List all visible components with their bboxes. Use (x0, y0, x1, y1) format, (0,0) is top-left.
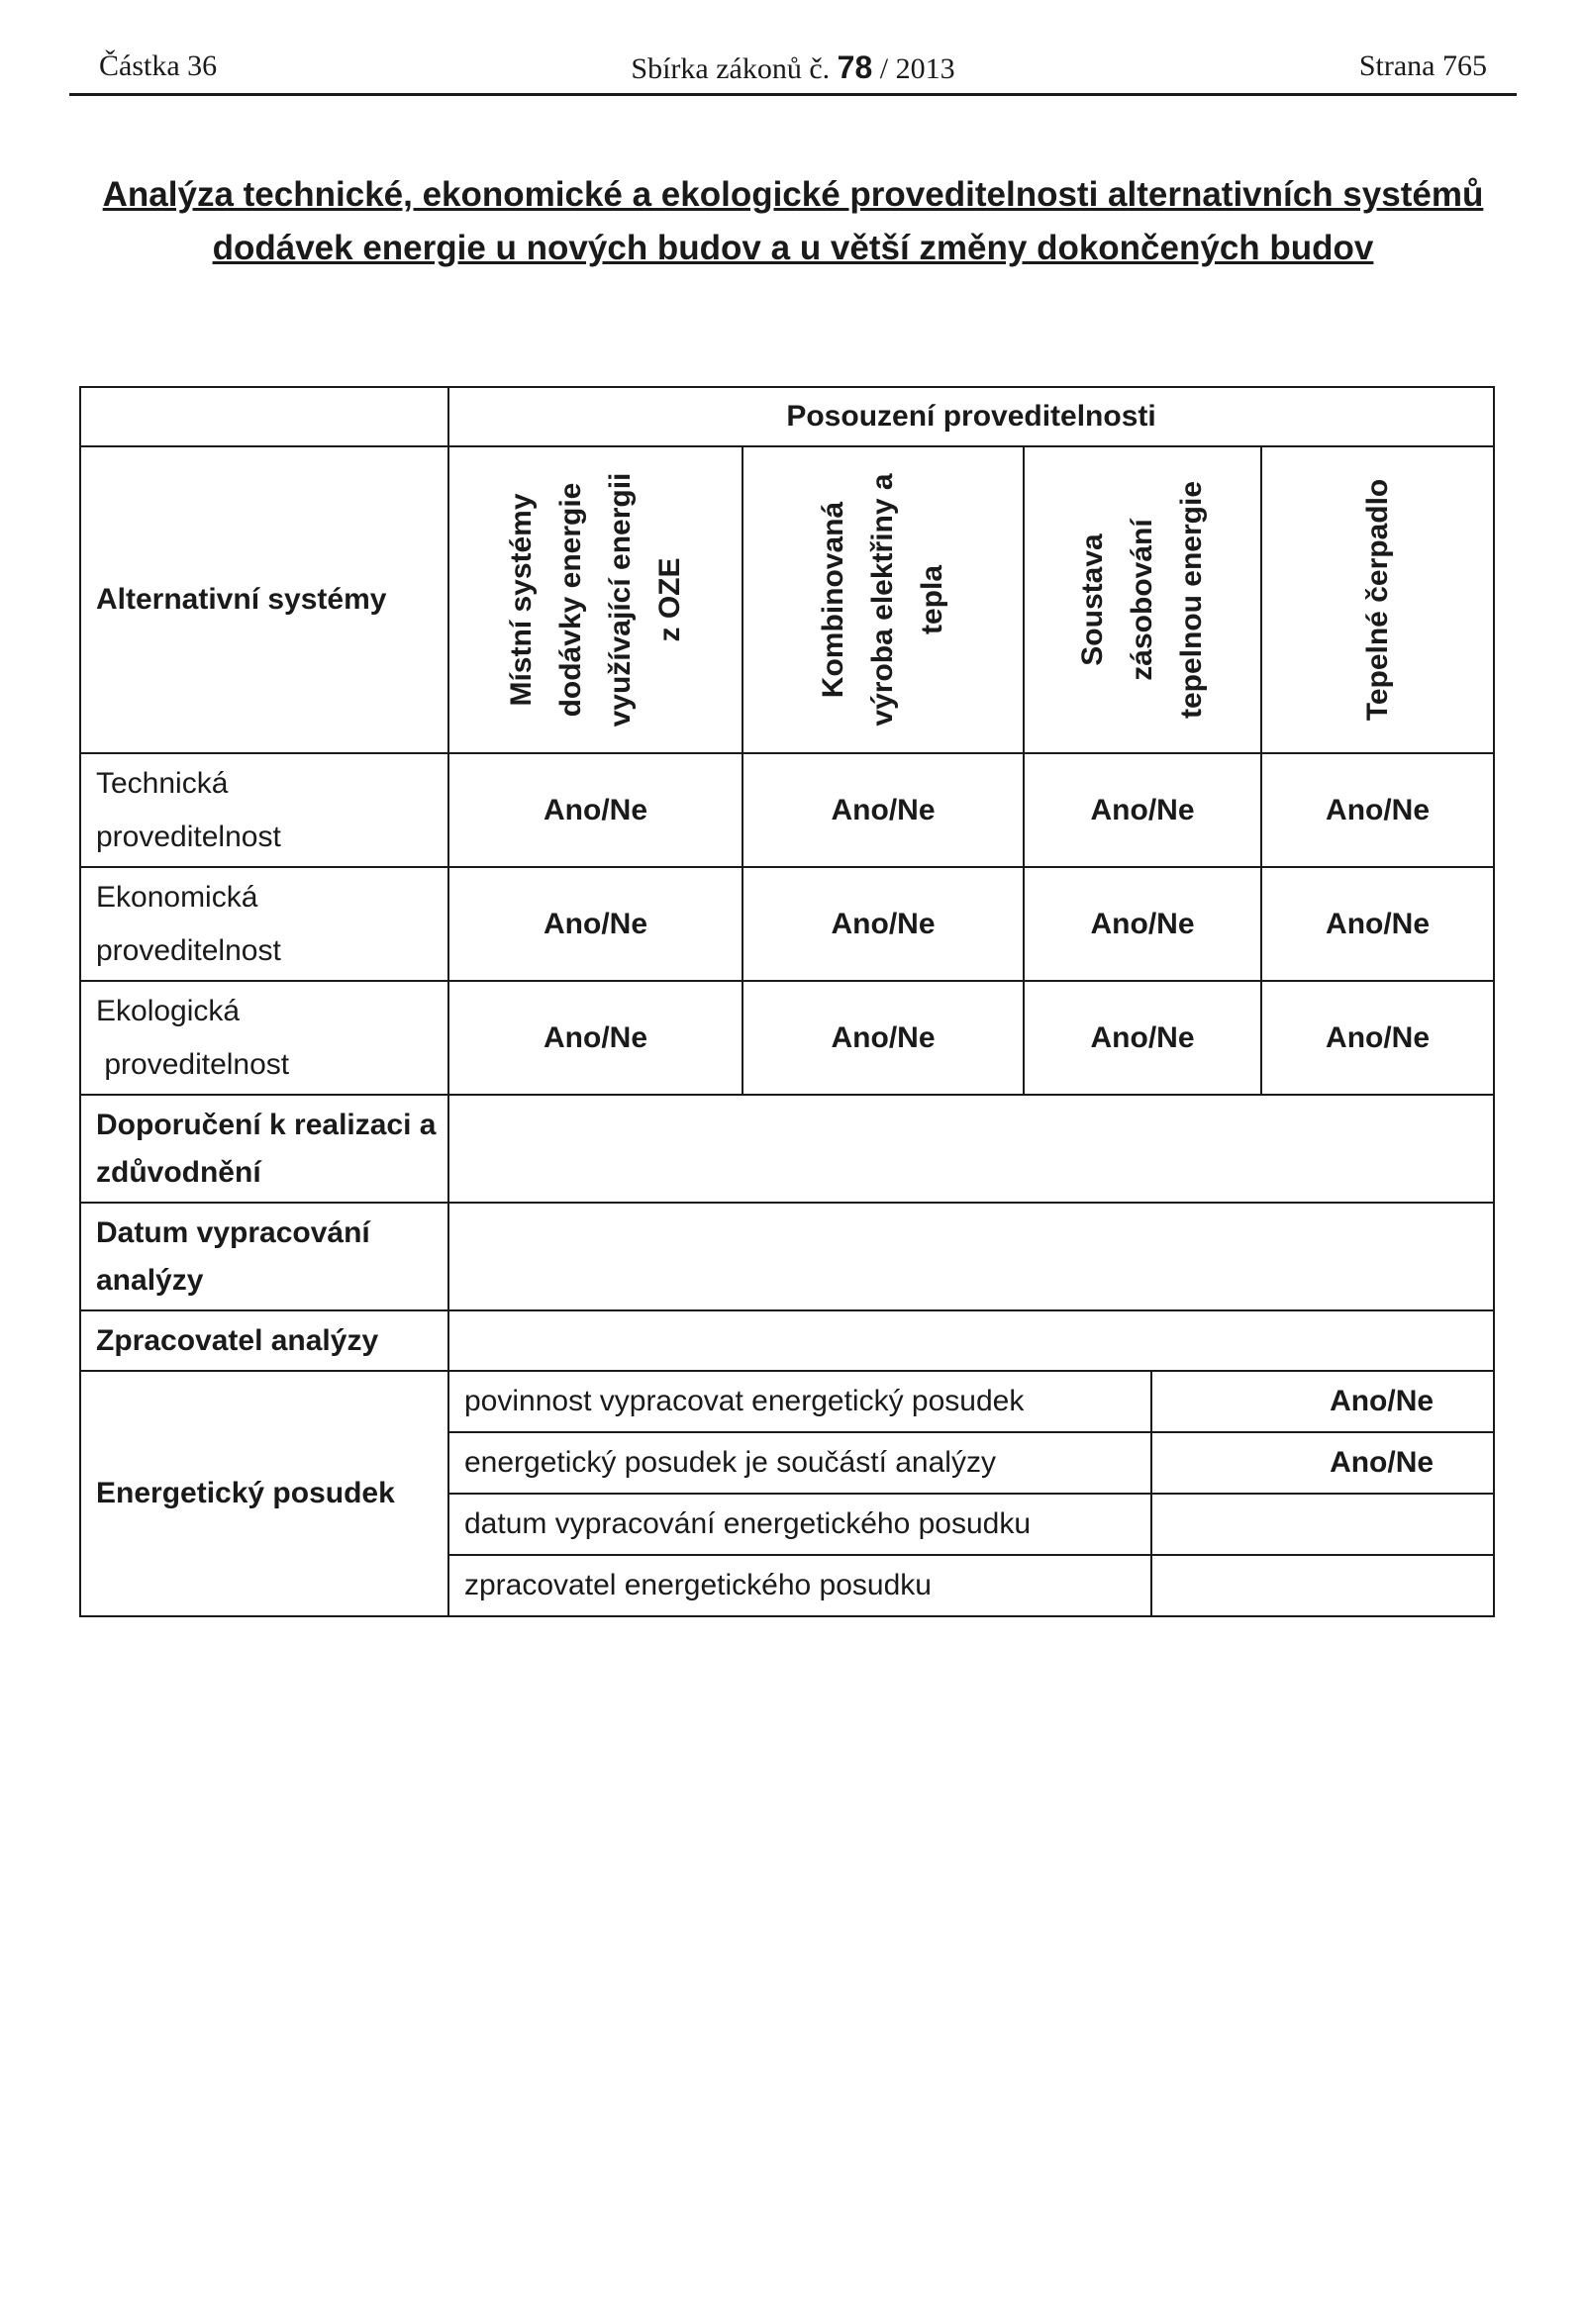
analysis-date-row (80, 1203, 1494, 1310)
analysis-date-field (448, 1203, 1494, 1310)
energy-row (80, 1371, 1494, 1432)
energy-row-label: datum vypracování energetického posudku (448, 1494, 1151, 1555)
analysis-author-label: Zpracovatel analýzy (80, 1310, 448, 1371)
table-cell: Ano/Ne (1261, 867, 1494, 981)
empty-corner-cell (80, 387, 448, 446)
page-header (69, 48, 1517, 96)
table-cell: Ano/Ne (1024, 867, 1261, 981)
table-cell: Ano/Ne (448, 867, 742, 981)
table-cell: Ano/Ne (1261, 753, 1494, 867)
analysis-date-label (80, 1203, 448, 1310)
column-header-label: Soustava zásobování tepelnou energie (1076, 480, 1208, 720)
analysis-date-label-line: Datum vypracování (96, 1215, 370, 1249)
page-number: Strana 765 (1358, 49, 1487, 82)
row-label-line: proveditelnost (96, 933, 281, 967)
issue-number: Částka 36 (99, 49, 218, 82)
row-label-line: proveditelnost (96, 1047, 290, 1081)
energy-row-value (1151, 1555, 1494, 1616)
analysis-author-row (80, 1310, 1494, 1371)
row-label-line: Ekologická (96, 994, 241, 1027)
column-header-label: Tepelné čerpadlo (1360, 478, 1394, 722)
collection-year: / 2013 (879, 52, 955, 85)
energy-row-label: energetický posudek je součástí analýzy (448, 1432, 1151, 1494)
row-label (80, 753, 448, 867)
column-header-chp (742, 446, 1024, 753)
law-number: 78 (837, 49, 873, 85)
table-row (80, 753, 1494, 867)
recommendation-label-line: zdůvodnění (96, 1155, 261, 1189)
title-line-2: dodávek energie u nových budov a u větší změny dokončených budov (212, 229, 1374, 267)
table-cell: Ano/Ne (448, 981, 742, 1095)
table-cell: Ano/Ne (1024, 753, 1261, 867)
document-title (79, 168, 1507, 275)
table-cell: Ano/Ne (742, 867, 1024, 981)
recommendation-field (448, 1095, 1494, 1203)
energy-assessment-label: Energetický posudek (80, 1371, 448, 1616)
column-header-district-heating (1024, 446, 1261, 753)
title-line-1: Analýza technické, ekonomické a ekologické proveditelnosti alternativních systémů (102, 175, 1484, 214)
energy-row-label: zpracovatel energetického posudku (448, 1555, 1151, 1616)
row-label-line: proveditelnost (96, 820, 281, 853)
analysis-date-label-line: analýzy (96, 1263, 204, 1297)
table-cell: Ano/Ne (448, 753, 742, 867)
row-label (80, 867, 448, 981)
table-cell: Ano/Ne (1024, 981, 1261, 1095)
column-header-label: Kombinovaná výroba elektřiny a tepla (817, 473, 948, 726)
collection-prefix: Sbírka zákonů č. (631, 52, 831, 85)
row-label-line: Ekonomická (96, 880, 258, 914)
table-cell: Ano/Ne (742, 753, 1024, 867)
table-row (80, 867, 1494, 981)
table-row (80, 981, 1494, 1095)
row-header: Alternativní systémy (80, 446, 448, 753)
column-header-heat-pump (1261, 446, 1494, 753)
recommendation-label-line: Doporučení k realizaci a (96, 1108, 437, 1141)
row-label (80, 981, 448, 1095)
collection-title (69, 49, 1517, 86)
table-cell: Ano/Ne (1261, 981, 1494, 1095)
feasibility-table (79, 386, 1495, 1617)
recommendation-label (80, 1095, 448, 1203)
analysis-author-field (448, 1310, 1494, 1371)
recommendation-row (80, 1095, 1494, 1203)
column-header-label: Místní systémy dodávky energie využívající energii z OZE (504, 472, 686, 727)
group-header: Posouzení proveditelnosti (448, 387, 1494, 446)
table-cell: Ano/Ne (742, 981, 1024, 1095)
row-label-line: Technická (96, 766, 229, 800)
energy-row-value (1151, 1494, 1494, 1555)
energy-row-value: Ano/Ne (1151, 1432, 1494, 1494)
energy-row-value: Ano/Ne (1151, 1371, 1494, 1432)
column-header-oze (448, 446, 742, 753)
energy-row-label: povinnost vypracovat energetický posudek (448, 1371, 1151, 1432)
